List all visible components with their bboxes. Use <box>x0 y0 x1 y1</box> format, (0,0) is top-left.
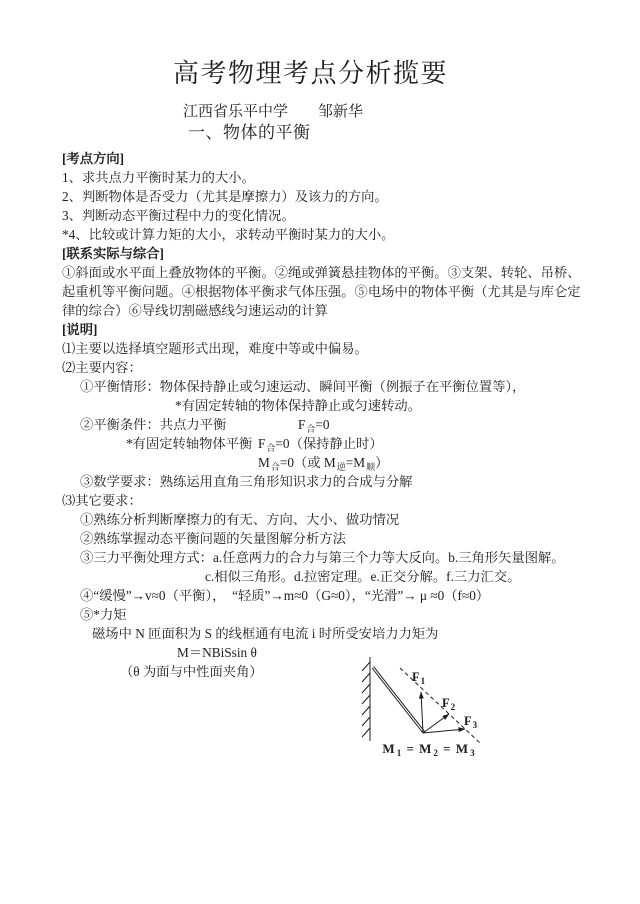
force-label: $F_3$ <box>464 714 478 730</box>
document-body <box>62 149 581 681</box>
text-segment: ②熟练掌握动态平衡问题的矢量图解分析方法 <box>80 531 346 546</box>
text-line <box>62 529 578 548</box>
text-line <box>62 301 578 320</box>
text-line <box>62 548 578 567</box>
force-label: $F_2$ <box>442 696 456 712</box>
text-line <box>62 187 578 206</box>
text-segment: ⑴主要以选择填空题形式出现，难度中等或中偏易。 <box>62 341 368 356</box>
text-segment: ④“缓慢”→v≈0（平衡）， “轻质”→m≈0（G≈0），“光滑”→ μ ≈0（f≈0） <box>80 588 490 603</box>
text-segment: 律的综合）⑥导线切割磁感线匀速运动的计算 <box>62 303 328 318</box>
torque-figure <box>350 648 508 773</box>
text-segment: ③数学要求：熟练运用直角三角形知识求力的合成与分解 <box>80 474 413 489</box>
text-segment: （θ 为面与中性面夹角） <box>120 664 263 679</box>
force-arrow-f3 <box>423 729 465 733</box>
text-line <box>62 282 581 301</box>
text-line <box>62 339 578 358</box>
text-segment: $M_合=0$（或 $M_逆=M_顺$） <box>258 455 389 472</box>
text-line <box>62 396 578 415</box>
text-line <box>62 567 578 586</box>
text-line <box>62 415 578 434</box>
text-segment: [说明] <box>62 322 98 337</box>
text-segment: ①熟练分析判断摩擦力的有无、方向、大小、做功情况 <box>80 512 400 527</box>
force-label: $F_1$ <box>412 670 426 686</box>
text-segment: [联系实际与综合] <box>62 246 164 261</box>
text-segment: c.相似三角形。d.拉密定理。e.正交分解。f.三力汇交。 <box>205 569 521 584</box>
text-segment: 起重机等平衡问题。④根据物体平衡求气体压强。⑤电场中的物体平衡（尤其是与库仑定 <box>62 284 581 299</box>
text-segment: ③三力平衡处理方式：a.任意两力的合力与第三个力等大反向。b.三角形矢量图解。 <box>80 550 565 565</box>
text-segment: *有固定转轴的物体保持静止或匀速转动。 <box>175 398 421 413</box>
text-line <box>62 263 581 282</box>
text-line <box>62 491 578 510</box>
text-segment: ①平衡情形：物体保持静止或匀速运动、瞬间平衡（例振子在平衡位置等）， <box>80 379 526 394</box>
text-line <box>62 225 578 244</box>
text-line <box>62 586 578 605</box>
text-segment: *4、比较或计算力矩的大小，求转动平衡时某力的大小。 <box>62 227 395 242</box>
text-segment: $F_合=0$（保持静止时） <box>258 436 383 453</box>
text-segment: 1、求共点力平衡时某力的大小。 <box>62 170 255 185</box>
heading-notes <box>62 320 578 339</box>
text-segment: ①斜面或水平面上叠放物体的平衡。②绳或弹簧悬挂物体的平衡。③支架、转轮、吊桥、 <box>62 265 581 280</box>
text-segment: $F_合=0$ <box>298 417 330 434</box>
text-line <box>62 168 578 187</box>
text-line <box>62 377 578 396</box>
text-line <box>62 206 578 225</box>
text-segment: ⑶其它要求： <box>62 493 142 508</box>
heading-exam-direction <box>62 149 578 168</box>
text-segment: 2、判断物体是否受力（尤其是摩擦力）及该力的方向。 <box>62 189 388 204</box>
text-segment: ②平衡条件：共点力平衡 <box>80 417 227 432</box>
text-line <box>62 605 578 624</box>
page-title: 高考物理考点分析揽要 <box>173 59 449 88</box>
text-segment: *有固定转轴物体平衡 <box>126 436 253 451</box>
text-segment: M＝NBiSsin θ <box>177 645 257 660</box>
text-segment: 3、判断动态平衡过程中力的变化情况。 <box>62 208 295 223</box>
author-line: 江西省乐平中学 邹新华 <box>183 104 364 120</box>
text-line <box>62 472 578 491</box>
section-heading: 一、物体的平衡 <box>188 123 311 142</box>
wall-hatching <box>362 662 370 737</box>
text-segment: ⑤*力矩 <box>80 607 127 622</box>
text-line <box>62 624 578 643</box>
text-line <box>62 510 578 529</box>
text-segment: 磁场中 N 匝面积为 S 的线框通有电流 i 时所受安培力力矩为 <box>92 626 439 641</box>
text-line <box>62 434 578 453</box>
force-arrow-f2 <box>423 714 449 733</box>
figure-moment-equation: $M_1 = M_2 = M_3$ <box>382 741 476 758</box>
text-segment: [考点方向] <box>62 151 125 166</box>
text-segment: ⑵主要内容： <box>62 360 142 375</box>
heading-practice-synthesis <box>62 244 578 263</box>
text-line <box>62 358 578 377</box>
text-line <box>62 453 578 472</box>
